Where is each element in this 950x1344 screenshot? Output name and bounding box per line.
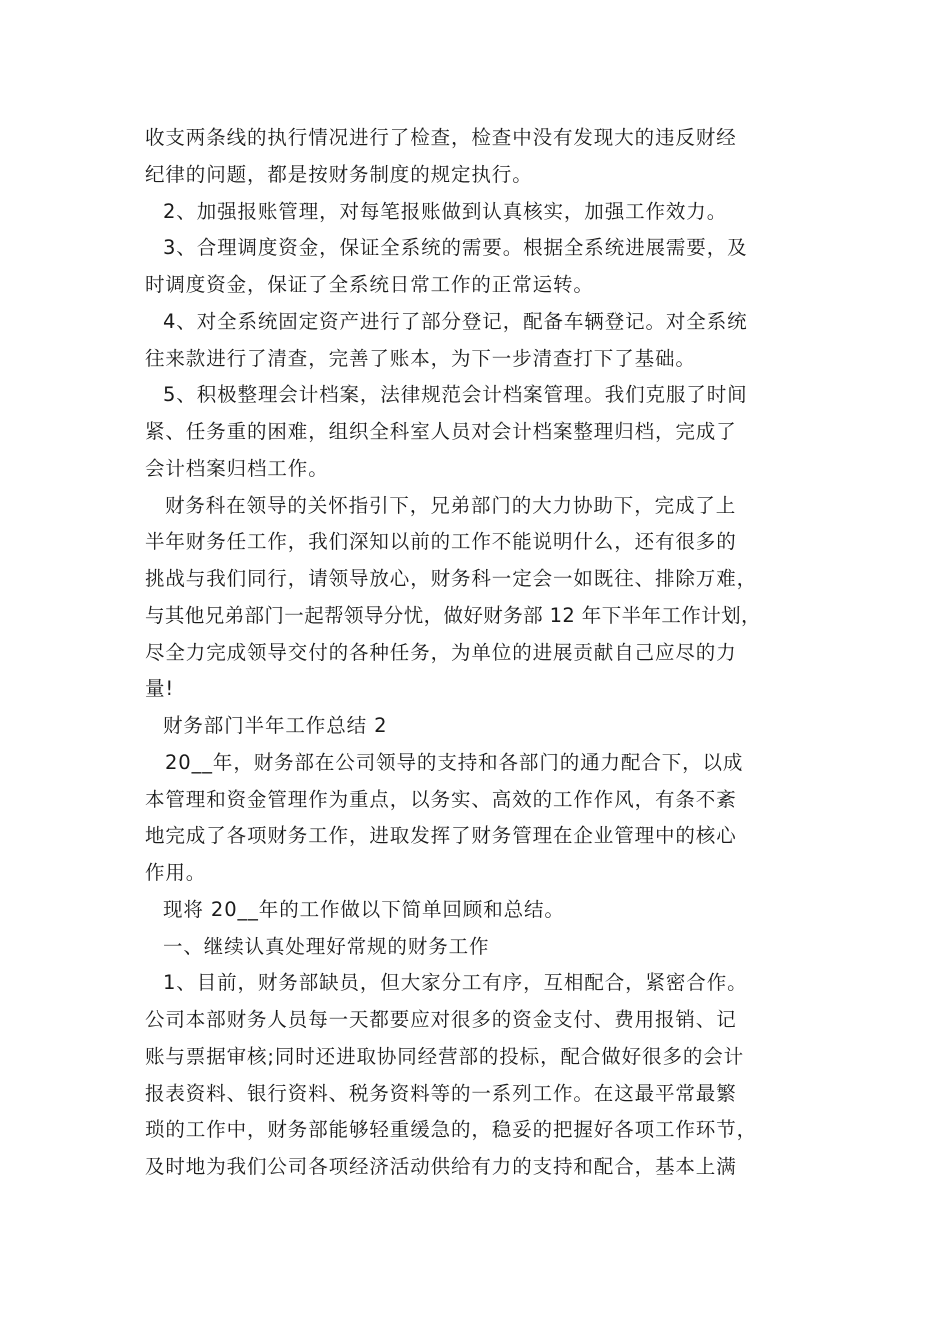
text-line: 地完成了各项财务工作，进取发挥了财务管理在企业管理中的核心 [145, 824, 737, 847]
text-line: 琐的工作中，财务部能够轻重缓急的，稳妥的把握好各项工作环节， [145, 1118, 758, 1141]
text-line: 现将 20__年的工作做以下简单回顾和总结。 [163, 898, 565, 921]
text-line: 往来款进行了清查，完善了账本，为下一步清查打下了基础。 [145, 347, 696, 370]
text-line: 纪律的问题，都是按财务制度的规定执行。 [145, 163, 533, 186]
text-line: 本管理和资金管理作为重点，以务实、高效的工作作风，有条不紊 [145, 788, 737, 811]
text-line: 挑战与我们同行，请领导放心，财务科一定会一如既往、排除万难， [145, 567, 758, 590]
text-line: 会计档案归档工作。 [145, 457, 329, 480]
text-line: 收支两条线的执行情况进行了检查，检查中没有发现大的违反财经 [145, 126, 737, 149]
text-line: 紧、任务重的困难，组织全科室人员对会计档案整理归档，完成了 [145, 420, 737, 443]
text-line: 5、积极整理会计档案，法律规范会计档案管理。我们克服了时间 [163, 383, 748, 406]
text-line: 1、目前，财务部缺员，但大家分工有序，互相配合，紧密合作。 [163, 971, 748, 994]
section-heading: 财务部门半年工作总结 2 [163, 714, 388, 737]
text-line: 半年财务任工作，我们深知以前的工作不能说明什么，还有很多的 [145, 530, 737, 553]
text-line: 作用。 [145, 861, 207, 884]
text-line: 4、对全系统固定资产进行了部分登记，配备车辆登记。对全系统 [163, 310, 748, 333]
text-line: 公司本部财务人员每一天都要应对很多的资金支付、费用报销、记 [145, 1008, 737, 1031]
text-line: 报表资料、银行资料、税务资料等的一系列工作。在这最平常最繁 [145, 1082, 737, 1105]
text-line: 尽全力完成领导交付的各种任务，为单位的进展贡献自己应尽的力 [145, 641, 737, 664]
text-line: 与其他兄弟部门一起帮领导分忧，做好财务部 12 年下半年工作计划， [145, 604, 761, 627]
section-heading: 一、继续认真处理好常规的财务工作 [163, 935, 490, 958]
text-line: 2、加强报账管理，对每笔报账做到认真核实，加强工作效力。 [163, 200, 728, 223]
text-line: 3、合理调度资金，保证全系统的需要。根据全系统进展需要，及 [163, 236, 748, 259]
text-line: 20__年，财务部在公司领导的支持和各部门的通力配合下，以成 [165, 751, 744, 774]
text-line: 量! [145, 677, 175, 700]
text-line: 账与票据审核;同时还进取协同经营部的投标，配合做好很多的会计 [145, 1045, 745, 1068]
text-line: 及时地为我们公司各项经济活动供给有力的支持和配合，基本上满 [145, 1155, 737, 1178]
text-line: 时调度资金，保证了全系统日常工作的正常运转。 [145, 273, 594, 296]
text-line: 财务科在领导的关怀指引下，兄弟部门的大力协助下，完成了上 [165, 494, 737, 517]
